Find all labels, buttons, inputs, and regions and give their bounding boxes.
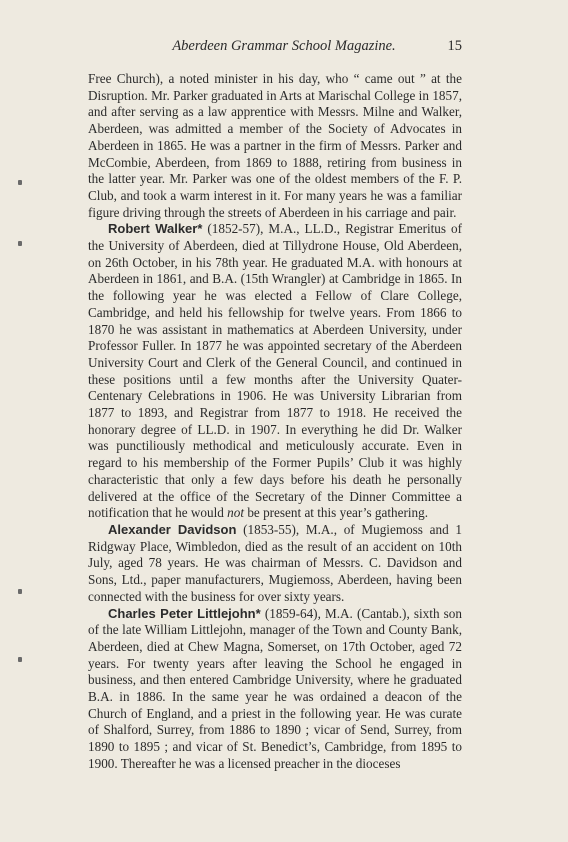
obituary-alexander-davidson [88, 522, 462, 606]
obituary-name: Alexander Davidson [108, 521, 237, 537]
running-head [0, 38, 568, 58]
margin-mark [18, 589, 22, 594]
continuation-paragraph: Free Church), a noted minister in his day, who “ came out ” at the Disruption. Mr. Parker graduated in Arts at Marischal College in 1857, and after serving as a law apprentice with Messrs. Milne and Walker, Aberdeen, was admitted a member of the Society of Advocates in Aberdeen in 1865. He was a partner in the firm of Messrs. Parker and McCombie, Aberdeen, from 1869 to 1888, retiring from business in the latter year. Mr. Parker was one of the oldest members of the F. P. Club, and took a warm interest in it. For many years he was a familiar figure driving through the streets of Aberdeen in his carriage and pair. [88, 71, 462, 220]
obituary-name: Robert Walker* [108, 221, 203, 237]
article-body [88, 71, 462, 773]
page-number: 15 [447, 38, 462, 54]
obituary-charles-peter-littlejohn [88, 606, 462, 773]
obituary-text: (1853-55), M.A., of Mugiemoss and 1 Ridgway Place, Wimbledon, died as the result of an accident on 10th July, aged 78 years. He was chairman of Messrs. C. Davidson and Sons, Ltd., paper manufacturers, Mugiemoss, Aberdeen, having been connected with the business for over sixty years. [88, 521, 462, 604]
journal-title: Aberdeen Grammar School Magazine. [172, 38, 396, 54]
obituary-robert-walker [88, 221, 462, 522]
obituary-text: (1852-57), M.A., LL.D., Registrar Emeritus of the University of Aberdeen, died at Tillydrone House, Old Aberdeen, on 26th October, in his 78th year. He graduated M.A. with honours at Aberdeen in 1861, and B.A. (15th Wrangler) at Cambridge in 1865. In the following year he was elected a Fellow of Clare College, Cambridge, and held his fellowship for twelve years. From 1866 to 1870 he was assistant in mathematics at Aberdeen University, under Professor Fuller. In 1877 he was appointed secretary of the Aberdeen University Court and Clerk of the General Council, and continued in these positions until a few months after the University Quater-Centenary Celebrations in 1906. He was University Librarian from 1877 to 1893, and Registrar from 1877 to 1918. He received the honorary degree of LL.D. in 1907. In everything he did Dr. Walker was punctiliously methodical and meticulously accurate. Even in regard to his membership of the Former Pupils’ Club it was highly characteristic that only a few days before his death he personally delivered at the office of the Secretary of the Dinner Committee a notification that he would [88, 221, 462, 521]
obituary-name: Charles Peter Littlejohn* [108, 605, 261, 621]
margin-mark [18, 180, 22, 185]
obituary-text: (1859-64), M.A. (Cantab.), sixth son of the late William Littlejohn, manager of the Town and County Bank, Aberdeen, died at Chew Magna, Somerset, on 17th October, aged 72 years. For twenty years after leaving the School he engaged in business, and then entered Cambridge University, where he graduated B.A. in 1886. In the same year he was ordained a deacon of the Church of England, and a priest in the following year. He was curate of Shalford, Surrey, from 1886 to 1890 ; vicar of Send, Surrey, from 1890 to 1895 ; and vicar of St. Benedict’s, Cambridge, from 1895 to 1900. Thereafter he was a licensed preacher in the dioceses [88, 605, 462, 771]
obituary-text-end: be present at this year’s gathering. [244, 505, 428, 521]
obituary-emphasis: not [227, 505, 245, 521]
margin-mark [18, 657, 22, 662]
margin-mark [18, 241, 22, 246]
